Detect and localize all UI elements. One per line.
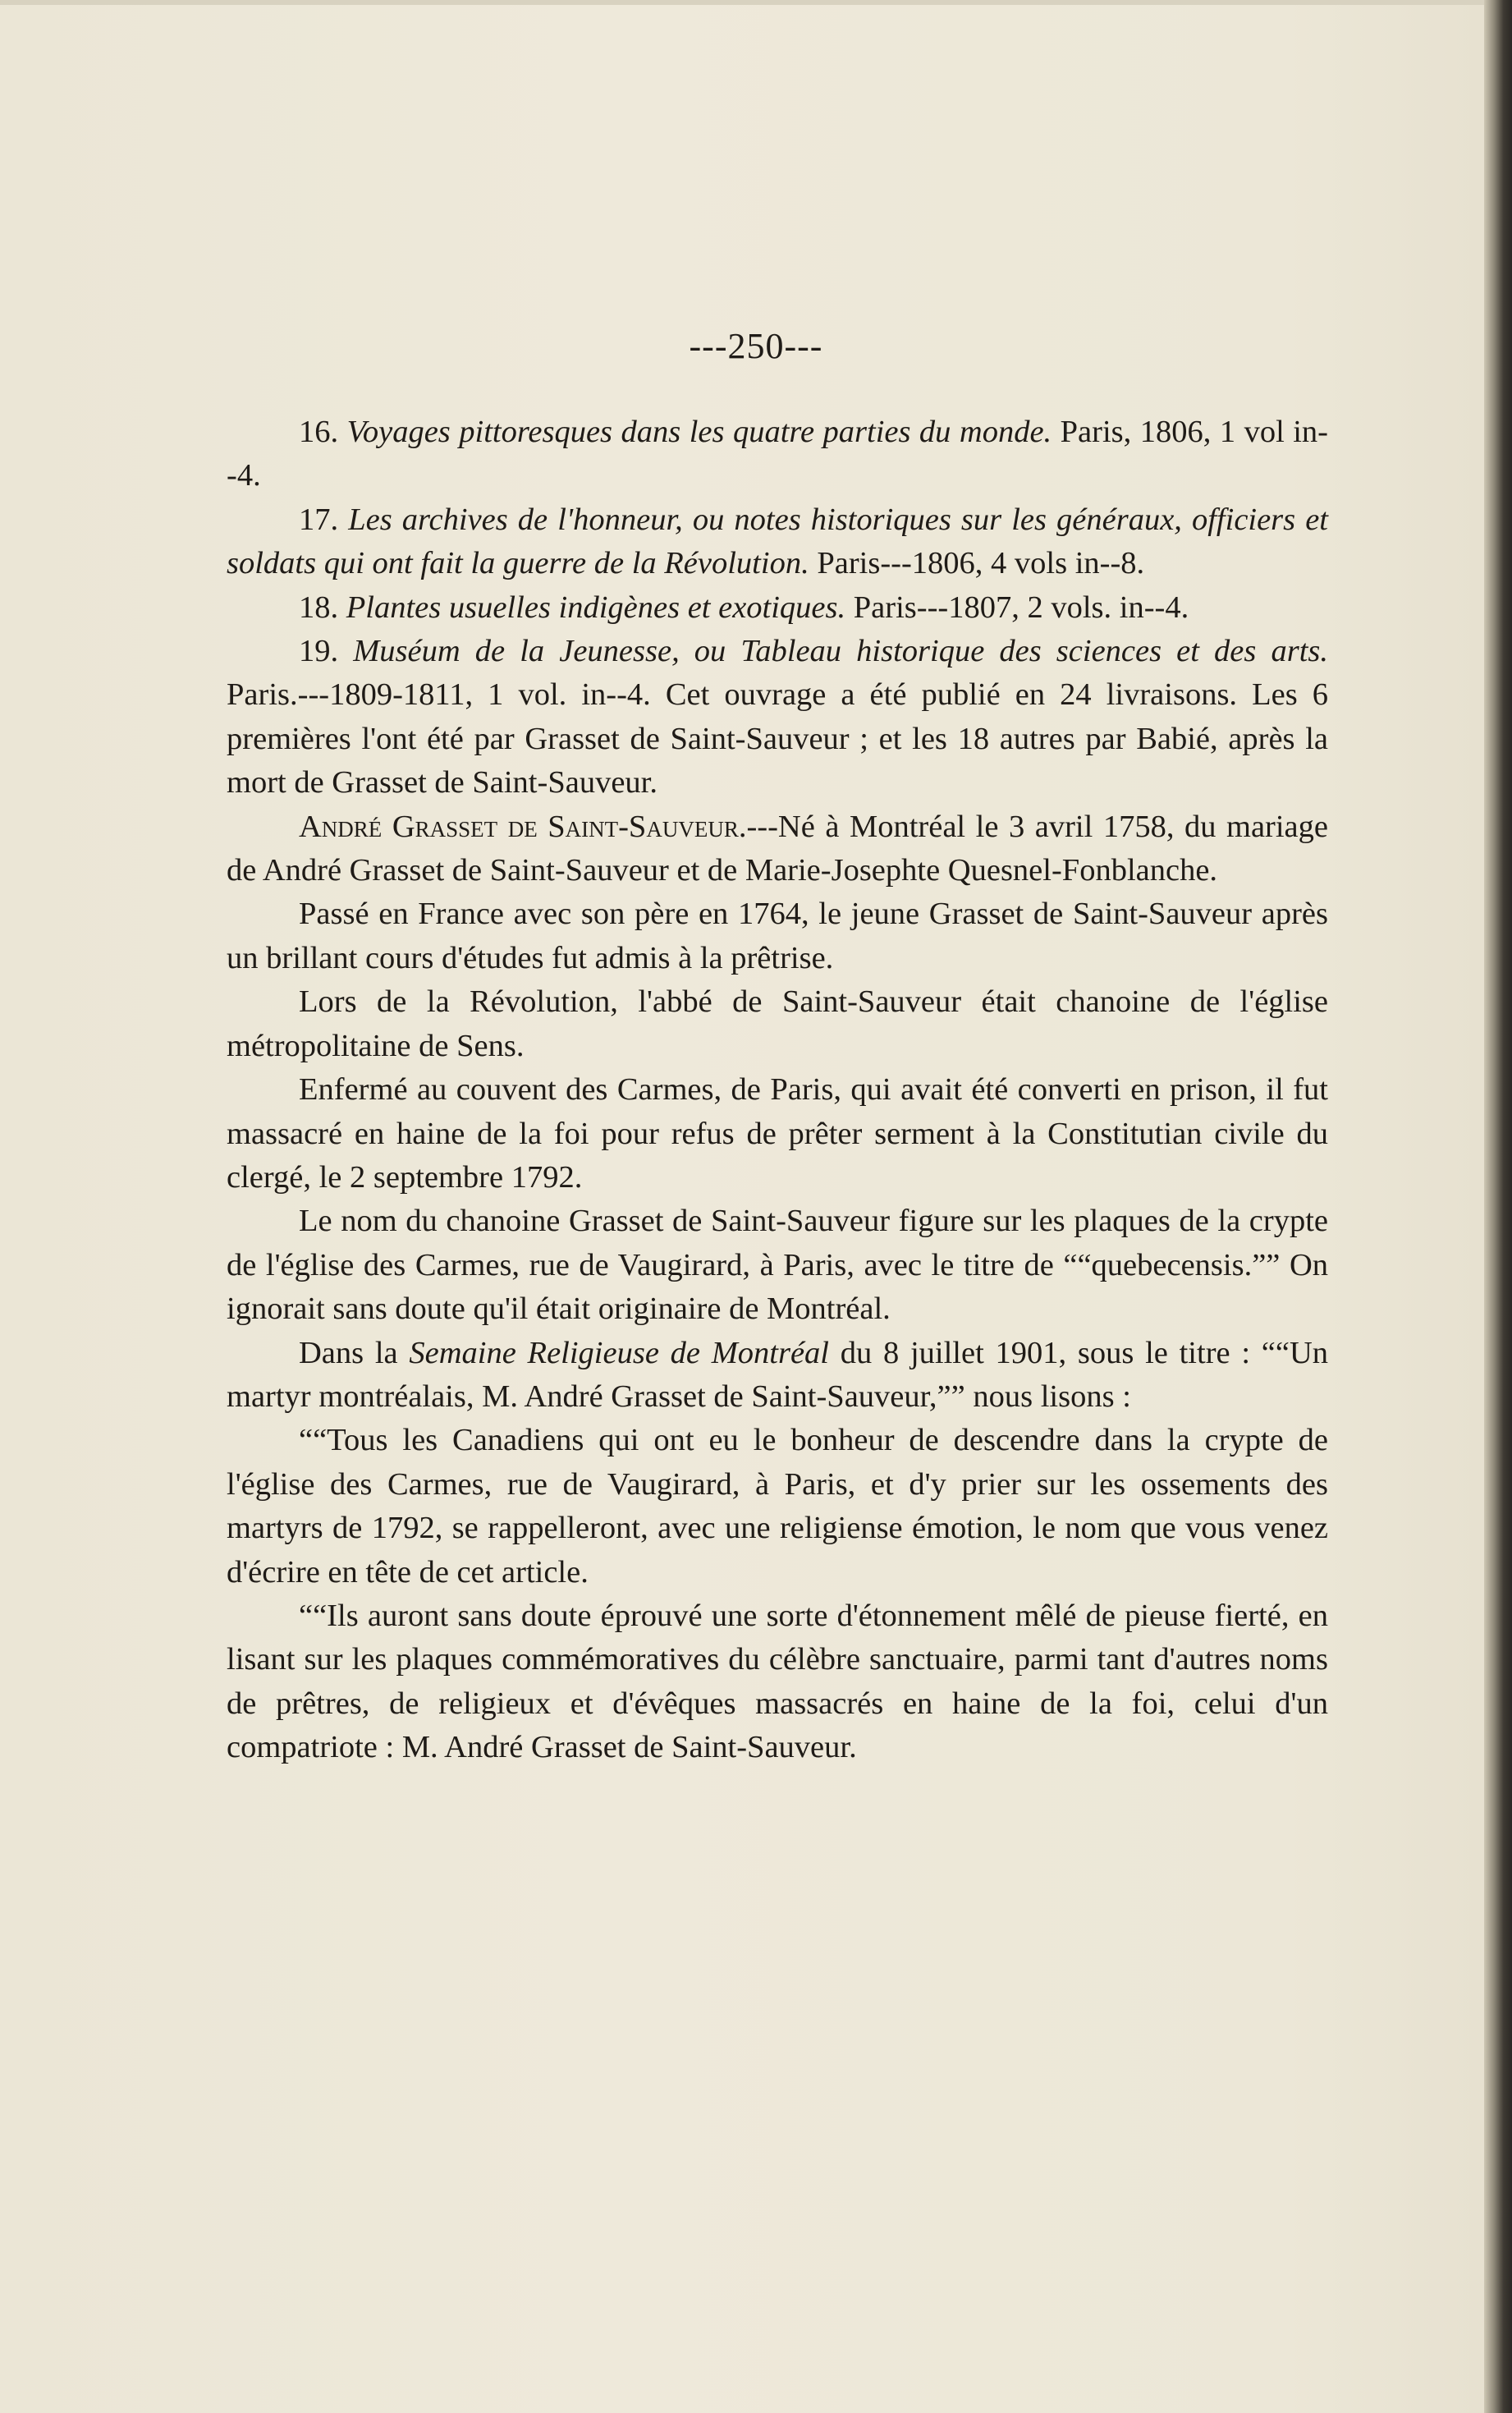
entry-details: Paris---1807, 2 vols. in--4. (845, 589, 1189, 625)
bibliography-entry-17 (227, 498, 1328, 586)
entry-details: Paris.---1809-1811, 1 vol. in--4. Cet ouvrage a été publié en 24 livraisons. Les 6 premières l'ont été par Grasset de Saint-Sauveur ; et les 18 autres par Babié, après la mort de Grasset de Saint-Sauveur. (227, 677, 1328, 801)
entry-number: 16. (299, 415, 339, 449)
bibliography-entry-18 (227, 586, 1328, 630)
bibliography-entry-19 (227, 630, 1328, 805)
biography-heading-paragraph (227, 805, 1328, 893)
quotation-paragraph: ““Tous les Canadiens qui ont eu le bonheur de descendre dans la crypte de l'église des Carmes, rue de Vaugirard, à Paris, et d'y prier sur les ossements des martyrs de 1792, se rappelleront, avec une religiense émotion, le nom que vous venez d'écrire en tête de cet article. (227, 1423, 1328, 1590)
paragraph: Enfermé au couvent des Carmes, de Paris, qui avait été converti en prison, il fut massacré en haine de la foi pour refus de prêter serment à la Constitutian civile du clergé, le 2 septembre 1792. (227, 1072, 1328, 1195)
page-number: ---250--- (689, 326, 823, 366)
quotation-paragraph: ““Ils auront sans doute éprouvé une sorte d'étonnement mêlé de pieuse fierté, en lisant sur les plaques commémoratives du célèbre sanctuaire, parmi tant d'autres noms de prêtres, de religieux et d'évêques massacrés en haine de la foi, celui d'un compatriote : M. André Grasset de Saint-Sauveur. (227, 1598, 1328, 1765)
paragraph: Passé en France avec son père en 1764, le jeune Grasset de Saint-Sauveur après un brillant cours d'études fut admis à la prêtrise. (227, 897, 1328, 975)
bibliography-entry-16 (227, 411, 1328, 498)
body-text (227, 411, 1328, 1770)
entry-number: 17. (299, 502, 339, 537)
page-top-edge (0, 0, 1512, 5)
paragraph: Le nom du chanoine Grasset de Saint-Sauveur figure sur les plaques de la crypte de l'église des Carmes, rue de Vaugirard, à Paris, avec le titre de ““quebecensis.”” On ignorait sans doute qu'il était originaire de Montréal. (227, 1204, 1328, 1327)
paragraph: Lors de la Révolution, l'abbé de Saint-Sauveur était chanoine de l'église métropolitaine de Sens. (227, 984, 1328, 1063)
entry-details: Paris---1806, 4 vols in--8. (809, 546, 1145, 581)
paragraph: Dans la Semaine Religieuse de Montréal du 8 juillet 1901, sous le titre : ““Un martyr montréalais, M. André Grasset de Saint-Sauveur,”” nous lisons : (227, 1335, 1329, 1414)
entry-title: Plantes usuelles indigènes et exotiques. (346, 589, 846, 625)
entry-title: Les archives de l'honneur, ou notes historiques sur les généraux, officiers et soldats qui ont fait la guerre de la Révolution. (227, 502, 1328, 581)
biography-name: André Grasset de Saint-Sauveur. (299, 809, 747, 844)
entry-number: 19. (299, 634, 339, 669)
entry-title: Voyages pittoresques dans les quatre parties du monde. (346, 415, 1052, 449)
publication-title: Semaine Religieuse de Montréal (409, 1335, 830, 1370)
entry-details: Paris, 1806, 1 vol in--4. (227, 415, 1329, 493)
biography-intro: ---Né à Montréal le 3 avril 1758, du mariage de André Grasset de Saint-Sauveur et de Marie-Josephte Quesnel-Fonblanche. (227, 809, 1328, 888)
entry-title: Muséum de la Jeunesse, ou Tableau historique des sciences et des arts. (353, 634, 1328, 669)
entry-number: 18. (299, 589, 339, 625)
